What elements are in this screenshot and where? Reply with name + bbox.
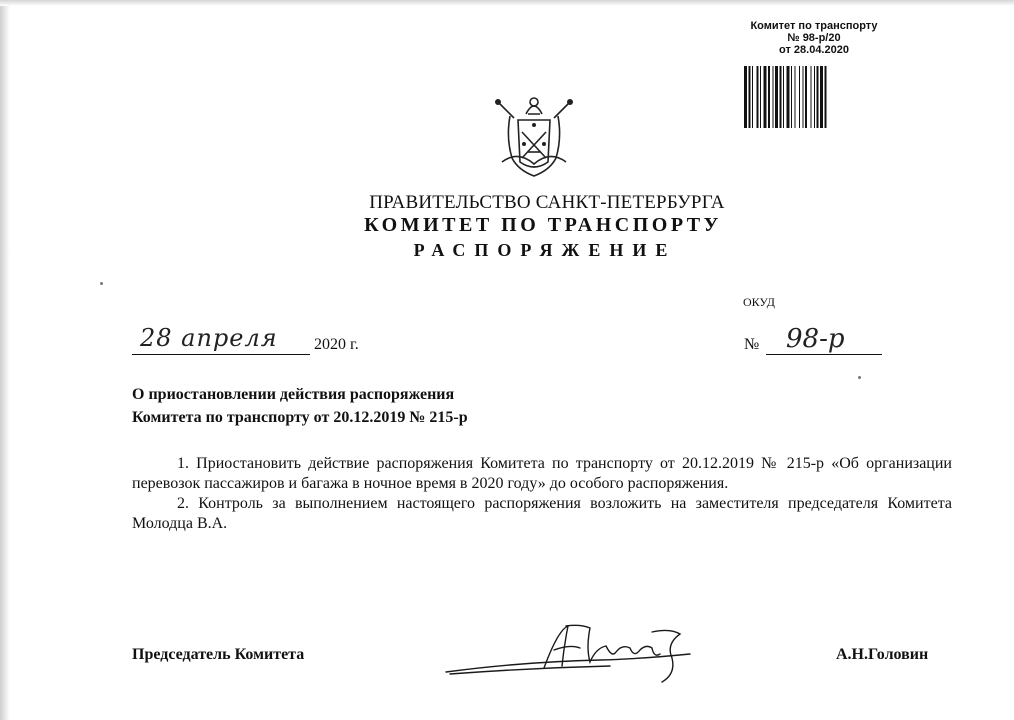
paragraph-1: 1. Приостановить действие распоряжения Комитета по транспорту от 20.12.2019 № 215-р «Об организации перевозок пассажиров и багажа в ночное время в 2020 году» до особого распоряжения.	[132, 455, 952, 492]
barcode-bar	[775, 66, 778, 128]
handwritten-date: 28 апреля	[140, 324, 278, 352]
scan-edge-left	[0, 0, 10, 720]
barcode-bar	[811, 66, 812, 128]
barcode-bar	[773, 66, 774, 128]
signatory-name: А.Н.Головин	[836, 646, 929, 663]
barcode-bar	[795, 66, 796, 128]
barcode	[744, 66, 872, 128]
document-type: РАСПОРЯЖЕНИЕ	[413, 240, 677, 260]
barcode-bar	[757, 66, 759, 128]
signatory-title: Председатель Комитета	[132, 646, 305, 663]
barcode-bar	[780, 66, 782, 128]
barcode-bar	[783, 66, 784, 128]
paragraph-2: 2. Контроль за выполнением настоящего распоряжения возложить на заместителя председателя Комитета Молодца В.А.	[132, 495, 952, 532]
subject-line-2: Комитета по транспорту от 20.12.2019 № 215-р	[132, 409, 468, 426]
handwritten-signature	[440, 618, 700, 688]
stamp-line-3: от 28.04.2020	[779, 44, 849, 56]
barcode-bar	[752, 66, 753, 128]
document-subject	[132, 383, 468, 429]
scan-edge-top	[0, 0, 1014, 6]
barcode-bar	[805, 66, 807, 128]
barcode-bar	[817, 66, 819, 128]
barcode-bar	[744, 66, 747, 128]
handwritten-number: 98-р	[786, 324, 845, 354]
barcode-bar	[764, 66, 767, 128]
barcode-bar	[820, 66, 823, 128]
document-body	[132, 454, 952, 534]
barcode-bar	[760, 66, 761, 128]
barcode-bar	[803, 66, 804, 128]
barcode-bar	[768, 66, 770, 128]
barcode-bar	[799, 66, 800, 128]
barcode-bar	[791, 66, 792, 128]
subject-line-1: О приостановлении действия распоряжения	[132, 386, 455, 403]
registration-stamp	[726, 20, 902, 56]
scan-speck	[100, 282, 103, 285]
barcode-bar	[814, 66, 815, 128]
barcode-bar	[787, 66, 790, 128]
stamp-line-2: № 98-р/20	[787, 32, 841, 44]
date-year: 2020 г.	[314, 336, 359, 353]
okud-label: ОКУД	[743, 295, 775, 309]
committee-title: КОМИТЕТ ПО ТРАНСПОРТУ	[364, 214, 722, 236]
number-underline	[766, 354, 882, 355]
stamp-line-1: Комитет по транспорту	[750, 20, 878, 32]
coat-of-arms-icon	[488, 92, 580, 184]
barcode-bar	[749, 66, 751, 128]
date-underline	[132, 354, 310, 355]
number-sign: №	[744, 336, 760, 353]
barcode-bar	[825, 66, 827, 128]
government-title: ПРАВИТЕЛЬСТВО САНКТ-ПЕТЕРБУРГА	[369, 192, 725, 213]
scan-speck	[858, 376, 861, 379]
